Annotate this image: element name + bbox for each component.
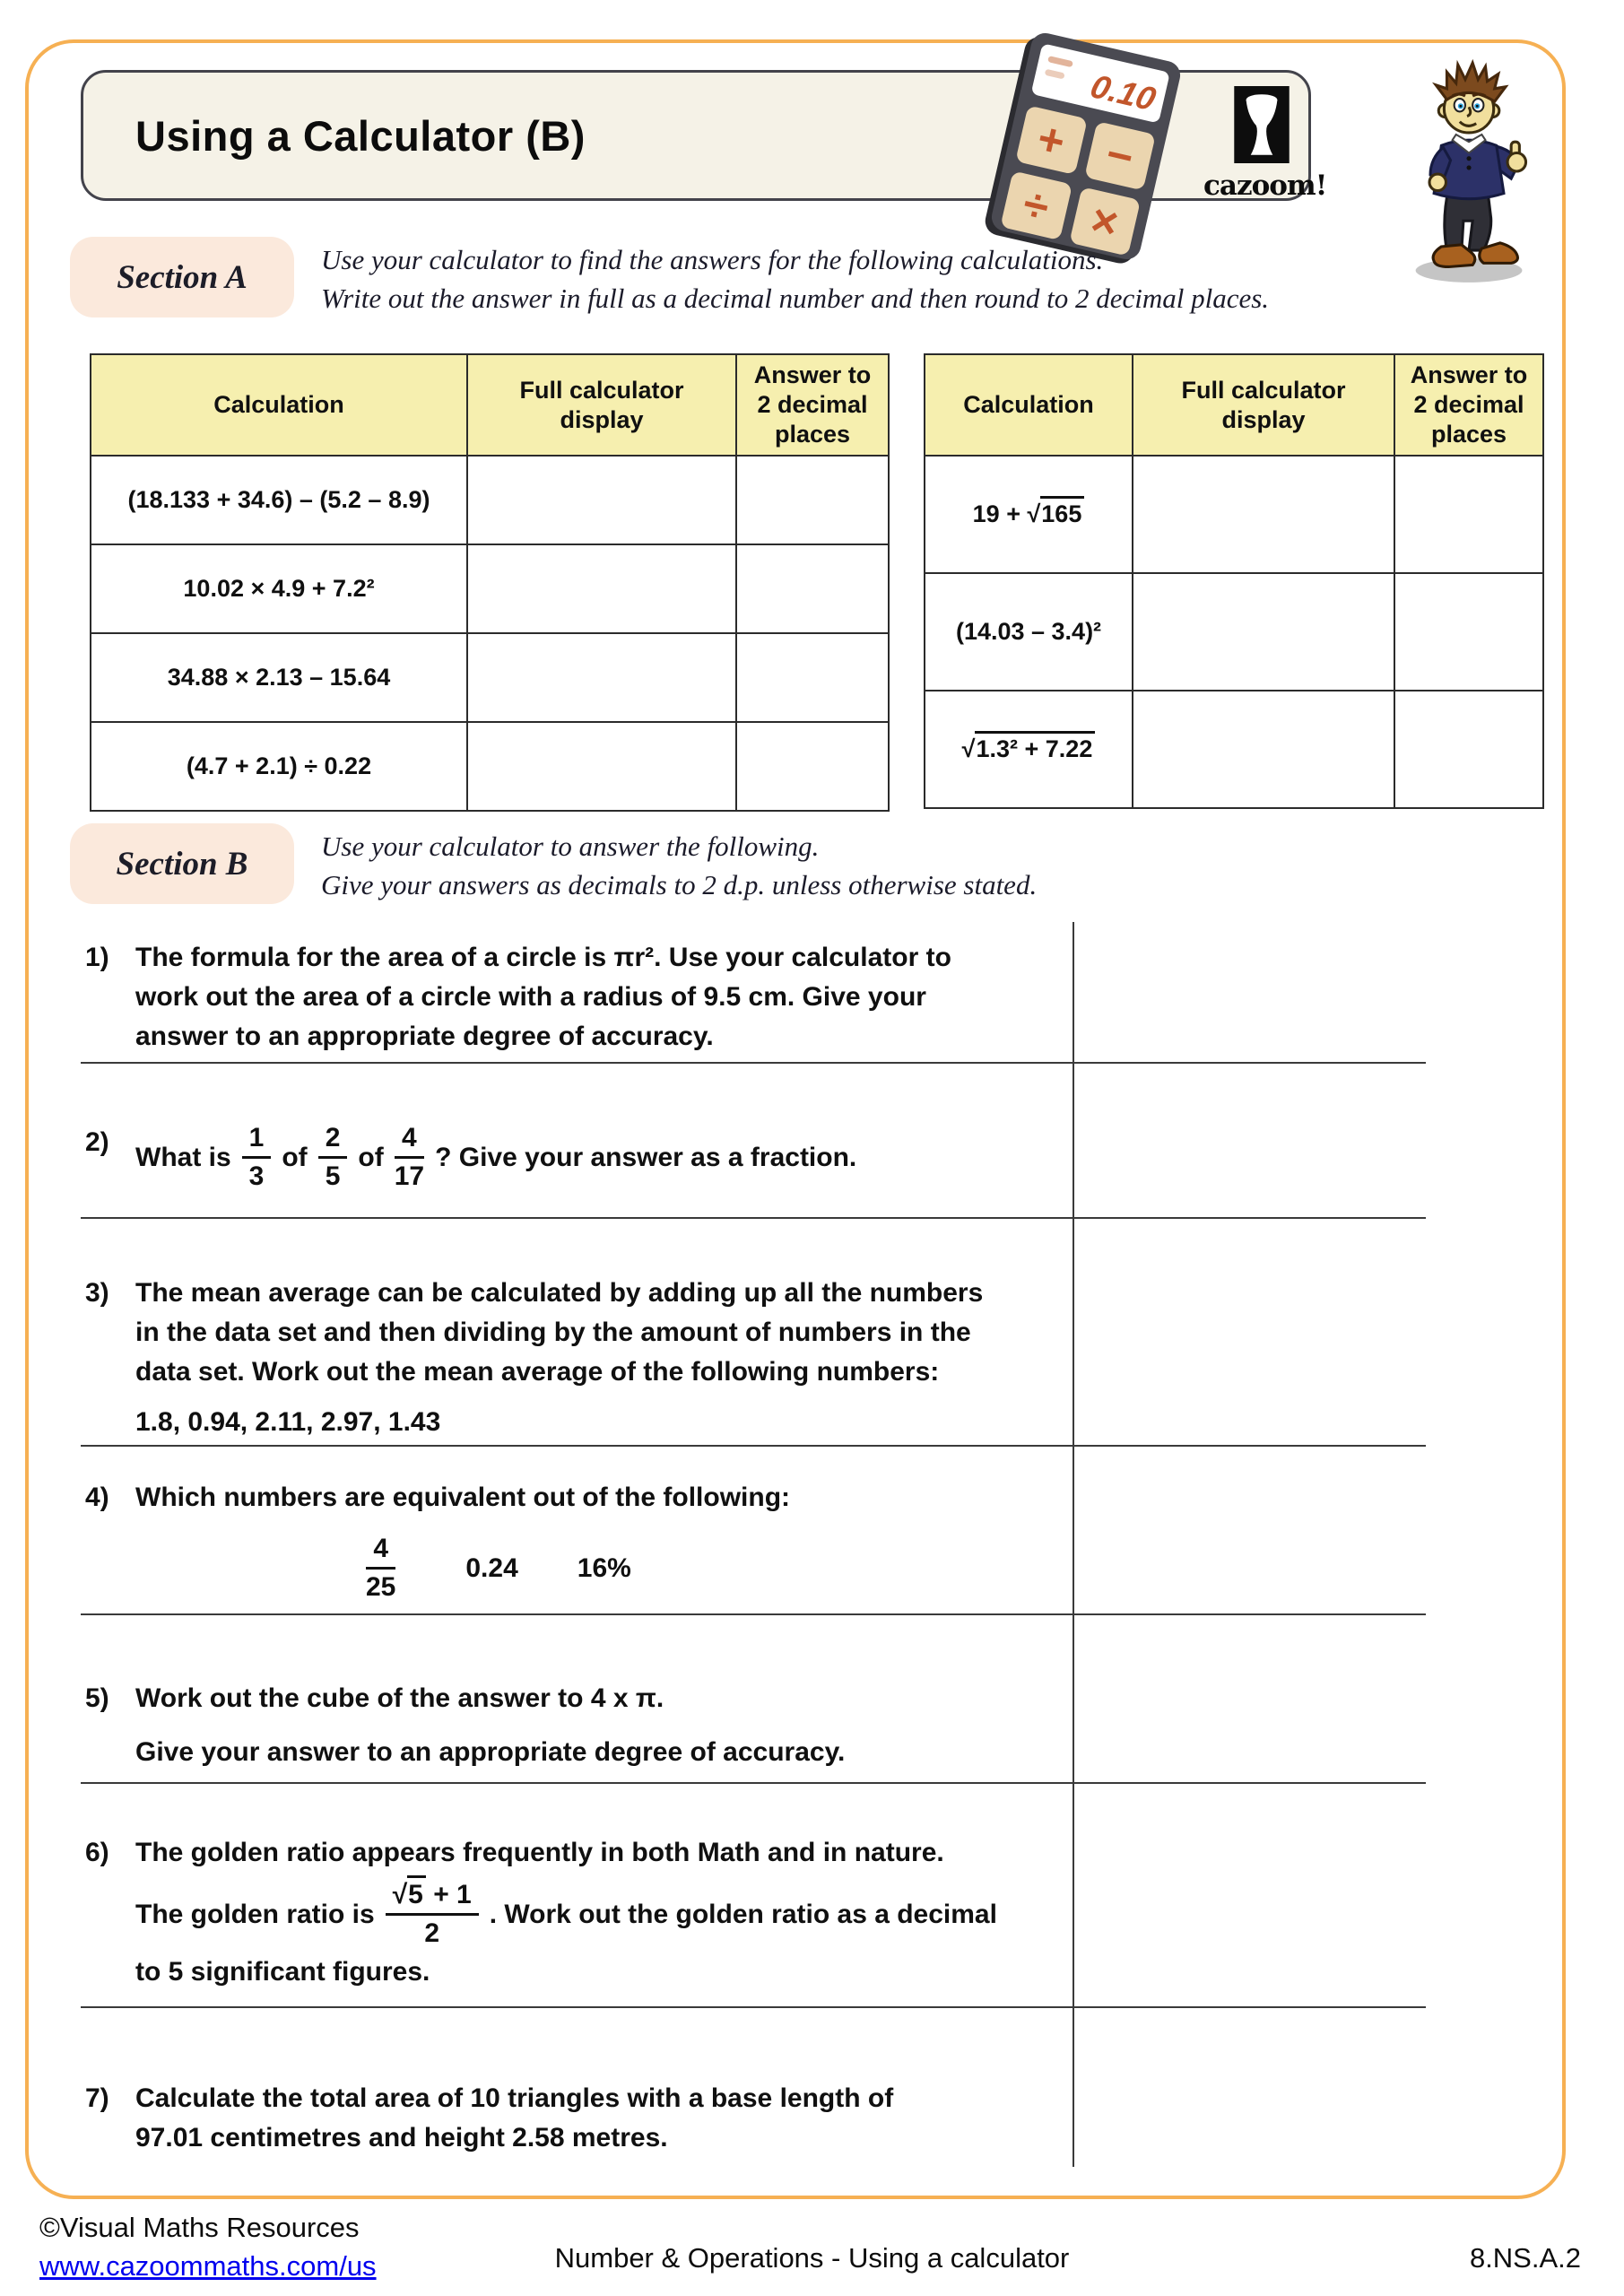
answer-column-divider bbox=[1073, 922, 1074, 2167]
question-number: 2) bbox=[85, 1127, 109, 1157]
fraction: $\frac{4}{17}$ bbox=[394, 1123, 425, 1191]
column-header: Calculation bbox=[925, 354, 1133, 456]
calculation-cell: √1.3² + 7.22 bbox=[925, 691, 1133, 808]
divide-key-icon: ÷ bbox=[1000, 170, 1072, 240]
calculation-cell: 19 + √165 bbox=[925, 456, 1133, 573]
question-text: The formula for the area of a circle is πr². Use your calculator to work out the area of a circle with a radius of 9.5 cm. Give your answer to an appropriate degree of accuracy. bbox=[135, 943, 951, 1051]
answer-cell bbox=[1394, 691, 1543, 808]
column-header: Answer to 2 decimal places bbox=[1394, 354, 1543, 456]
calculation-cell: 34.88 × 2.13 – 15.64 bbox=[91, 633, 467, 722]
copyright-text: ©Visual Maths Resources bbox=[39, 2212, 360, 2243]
column-header: Calculation bbox=[91, 354, 467, 456]
answer-cell bbox=[736, 544, 889, 633]
answer-cell bbox=[467, 722, 736, 811]
question-number: 5) bbox=[85, 1683, 109, 1713]
answer-cell bbox=[736, 633, 889, 722]
footer-link[interactable]: www.cazoommaths.com/us bbox=[39, 2250, 377, 2282]
table-row bbox=[91, 722, 889, 811]
question-number: 4) bbox=[85, 1483, 109, 1512]
mascot-boy-illustration bbox=[1392, 57, 1542, 287]
table-row bbox=[925, 691, 1543, 808]
equivalence-options bbox=[135, 1534, 1058, 1603]
column-header: Full calculator display bbox=[467, 354, 736, 456]
answer-cell bbox=[1394, 456, 1543, 573]
fraction: $\frac{4}{25}$ bbox=[366, 1534, 396, 1602]
radicand: 5 bbox=[407, 1875, 426, 1909]
question-text: Work out the cube of the answer to 4 x π. Give your answer to an appropriate degree of accuracy. bbox=[135, 1683, 846, 1767]
question-divider bbox=[81, 2006, 1426, 2008]
column-header: Answer to 2 decimal places bbox=[736, 354, 889, 456]
answer-cell bbox=[1133, 573, 1394, 691]
table-row bbox=[91, 633, 889, 722]
calculation-table-right bbox=[924, 353, 1544, 809]
section-b-label: Section B bbox=[70, 823, 294, 904]
golden-ratio-fraction: $\frac{√5 + 1}{2}$ bbox=[386, 1880, 479, 1949]
question-number: 3) bbox=[85, 1278, 109, 1308]
footer-topic: Number & Operations - Using a calculator bbox=[554, 2242, 1070, 2274]
radicand: 1.3² + 7.22 bbox=[975, 731, 1095, 762]
data-set: 1.8, 0.94, 2.11, 2.97, 1.43 bbox=[135, 1407, 441, 1437]
answer-cell bbox=[467, 456, 736, 544]
question-7 bbox=[85, 2079, 1058, 2158]
fraction: $\frac{2}{5}$ bbox=[318, 1123, 348, 1192]
instruction-line: Use your calculator to answer the following. bbox=[321, 831, 820, 862]
radicand: 165 bbox=[1040, 496, 1084, 527]
table-row bbox=[91, 456, 889, 544]
question-text: Which numbers are equivalent out of the following: $\frac{4}{25}$ 0.24 16% bbox=[135, 1478, 1058, 1603]
question-divider bbox=[81, 1445, 1426, 1447]
question-text: The golden ratio appears frequently in both Math and in nature. The golden ratio is $\frac{√5 + 1}{2}$ . Work out the golden ratio as a decimal to 5 significant figures. bbox=[135, 1838, 997, 1987]
drum-icon bbox=[1234, 86, 1290, 163]
question-4 bbox=[85, 1478, 1058, 1603]
minus-key-icon: − bbox=[1084, 121, 1156, 191]
table-row bbox=[925, 573, 1543, 691]
question-text: What is $\frac{1}{3}$ of $\frac{2}{5}$ of $\frac{4}{17}$ ? Give your answer as a fraction. bbox=[135, 1123, 857, 1191]
page-title: Using a Calculator (B) bbox=[135, 111, 586, 160]
option-decimal: 0.24 bbox=[465, 1552, 518, 1583]
cazoom-logo-text: cazoom! bbox=[1203, 170, 1327, 202]
table-row bbox=[91, 544, 889, 633]
question-number: 1) bbox=[85, 943, 109, 972]
question-number: 6) bbox=[85, 1838, 109, 1867]
calculation-cell: (18.133 + 34.6) – (5.2 – 8.9) bbox=[91, 456, 467, 544]
answer-cell bbox=[736, 456, 889, 544]
section-a-label: Section A bbox=[70, 237, 294, 317]
question-number: 7) bbox=[85, 2083, 109, 2113]
question-divider bbox=[81, 1062, 1426, 1064]
column-header: Full calculator display bbox=[1133, 354, 1394, 456]
question-6 bbox=[85, 1833, 1058, 1992]
instruction-line: Give your answers as decimals to 2 d.p. unless otherwise stated. bbox=[321, 869, 1038, 900]
answer-cell bbox=[1133, 456, 1394, 573]
calculation-cell: (4.7 + 2.1) ÷ 0.22 bbox=[91, 722, 467, 811]
cazoom-logo bbox=[1203, 86, 1327, 202]
calculator-display-value: 0.10 bbox=[1086, 67, 1160, 118]
calculation-cell: 10.02 × 4.9 + 7.2² bbox=[91, 544, 467, 633]
calculation-cell: (14.03 – 3.4)² bbox=[925, 573, 1133, 691]
question-divider bbox=[81, 1782, 1426, 1784]
question-divider bbox=[81, 1613, 1426, 1615]
multiply-key-icon: × bbox=[1069, 187, 1141, 257]
plus-key-icon: + bbox=[1015, 105, 1087, 175]
calculator-keys bbox=[1000, 105, 1156, 256]
question-1 bbox=[85, 938, 1058, 1057]
instruction-line: Write out the answer in full as a decimal number and then round to 2 decimal places. bbox=[321, 283, 1270, 314]
question-divider bbox=[81, 1217, 1426, 1219]
question-2 bbox=[85, 1123, 1058, 1192]
section-b-instructions bbox=[321, 827, 1037, 904]
table-row bbox=[925, 456, 1543, 573]
question-text: The mean average can be calculated by adding up all the numbers in the data set and then dividing by the amount of numbers in the data set. Work out the mean average of the following numbers: 1.8, 0.94, 2.11, 2.97, 1.43 bbox=[135, 1274, 1058, 1442]
answer-cell bbox=[1133, 691, 1394, 808]
answer-cell bbox=[467, 633, 736, 722]
question-text: Calculate the total area of 10 triangles with a base length of 97.01 centimetres and height 2.58 metres. bbox=[135, 2083, 894, 2152]
calculator-display-bar bbox=[1045, 69, 1065, 80]
answer-cell bbox=[1394, 573, 1543, 691]
instruction-line: Use your calculator to find the answers for the following calculations. bbox=[321, 244, 1104, 275]
question-3 bbox=[85, 1274, 1058, 1442]
fraction: $\frac{1}{3}$ bbox=[242, 1123, 272, 1192]
calculator-display-bar bbox=[1047, 56, 1073, 67]
option-percent: 16% bbox=[577, 1552, 631, 1583]
question-5 bbox=[85, 1679, 1058, 1772]
answer-cell bbox=[467, 544, 736, 633]
answer-cell bbox=[736, 722, 889, 811]
calculation-table-left bbox=[90, 353, 890, 812]
section-a-instructions bbox=[321, 240, 1269, 317]
footer-standard-code: 8.NS.A.2 bbox=[1469, 2242, 1581, 2274]
